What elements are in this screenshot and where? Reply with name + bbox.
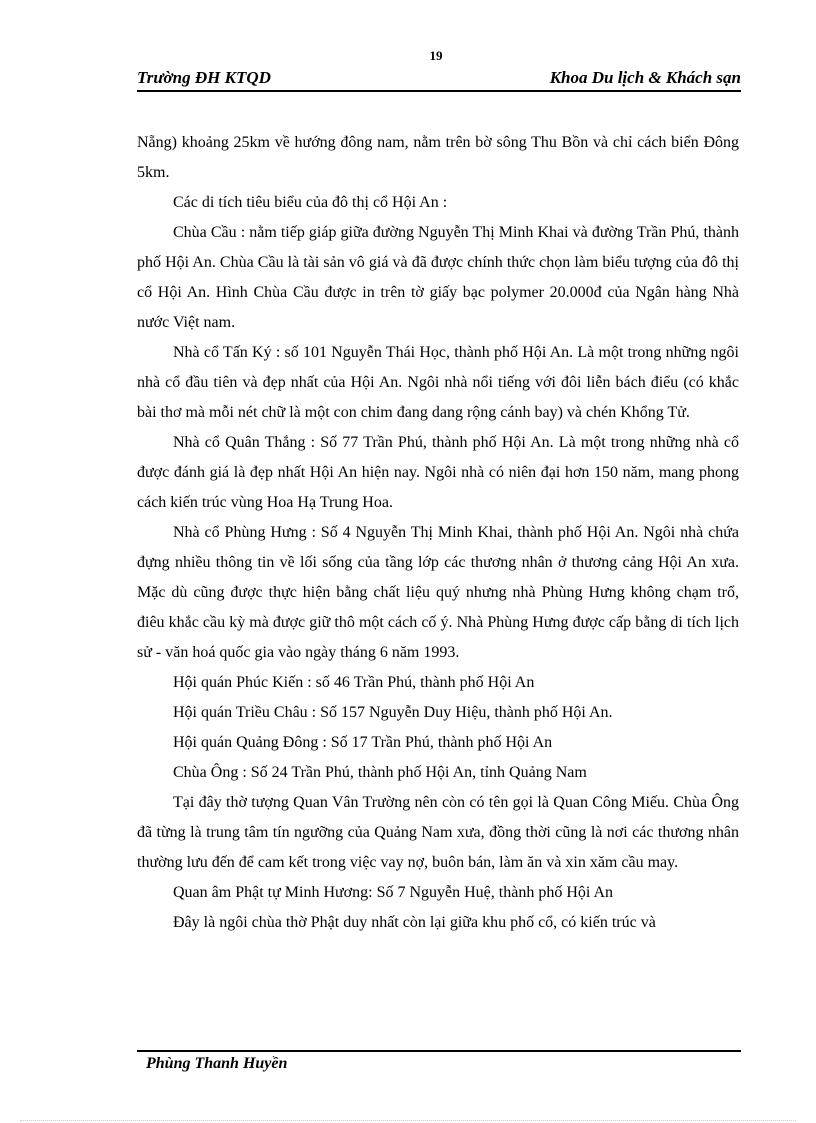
paragraph: Nhà cổ Tấn Ký : số 101 Nguyễn Thái Học, thành phố Hội An. Là một trong những ngôi nhà cổ đầu tiên và đẹp nhất của Hội An. Ngôi nhà nổi tiếng với đôi liễn bách điểu (có khắc bài thơ mà mỗi nét chữ là một con chim đang dang rộng cánh bay) và chén Khổng Tử. — [137, 344, 739, 421]
footer-author: Phùng Thanh Huyền — [146, 1055, 288, 1072]
header-faculty: Khoa Du lịch & Khách sạn — [549, 68, 741, 87]
paragraph: Nhà cổ Phùng Hưng : Số 4 Nguyễn Thị Minh Khai, thành phố Hội An. Ngôi nhà chứa đựng nhiều thông tin về lối sống của tầng lớp các thương nhân ở thương cảng Hội An xưa. Mặc dù cũng được thực hiện bằng chất liệu quý nhưng nhà Phùng Hưng không chạm trổ, điêu khắc cầu kỳ mà được giữ thô một cách cố ý. Nhà Phùng Hưng được cấp bằng di tích lịch sử - văn hoá quốc gia vào ngày tháng 6 năm 1993. — [137, 524, 739, 661]
paragraph: Nẵng) khoảng 25km về hướng đông nam, nằm trên bờ sông Thu Bồn và chỉ cách biển Đông 5km. — [137, 134, 739, 181]
paragraph: Chùa Ông : Số 24 Trần Phú, thành phố Hội An, tỉnh Quảng Nam — [173, 764, 587, 781]
paragraph: Chùa Cầu : nằm tiếp giáp giữa đường Nguyễn Thị Minh Khai và đường Trần Phú, thành phố Hội An. Chùa Cầu là tài sản vô giá và đã được chính thức chọn làm biểu tượng của đô thị cổ Hội An. Hình Chùa Cầu được in trên tờ giấy bạc polymer 20.000đ của Ngân hàng Nhà nước Việt nam. — [137, 224, 739, 331]
header-school: Trường ĐH KTQD — [137, 68, 271, 87]
page-number: 19 — [429, 48, 443, 63]
paragraph: Hội quán Triều Châu : Số 157 Nguyễn Duy Hiệu, thành phố Hội An. — [173, 704, 613, 721]
paragraph: Các di tích tiêu biểu của đô thị cổ Hội An : — [173, 194, 448, 211]
page-edge — [20, 1120, 796, 1121]
page-header — [137, 66, 741, 92]
paragraph: Hội quán Phúc Kiến : số 46 Trần Phú, thành phố Hội An — [173, 674, 535, 691]
body-text — [137, 128, 739, 938]
paragraph: Hội quán Quảng Đông : Số 17 Trần Phú, thành phố Hội An — [173, 734, 553, 751]
paragraph: Quan âm Phật tự Minh Hương: Số 7 Nguyễn Huệ, thành phố Hội An — [173, 884, 613, 901]
paragraph: Đây là ngôi chùa thờ Phật duy nhất còn lại giữa khu phố cổ, có kiến trúc và — [173, 914, 656, 931]
footer-divider — [137, 1050, 741, 1052]
paragraph: Tại đây thờ tượng Quan Vân Trường nên còn có tên gọi là Quan Công Miếu. Chùa Ông đã từng là trung tâm tín ngưỡng của Quảng Nam xưa, đồng thời cũng là nơi các thương nhân thường lưu đến để cam kết trong việc vay nợ, buôn bán, làm ăn và xin xăm cầu may. — [137, 794, 739, 871]
paragraph: Nhà cổ Quân Thắng : Số 77 Trần Phú, thành phố Hội An. Là một trong những nhà cổ được đánh giá là đẹp nhất Hội An hiện nay. Ngôi nhà có niên đại hơn 150 năm, mang phong cách kiến trúc vùng Hoa Hạ Trung Hoa. — [137, 434, 739, 511]
